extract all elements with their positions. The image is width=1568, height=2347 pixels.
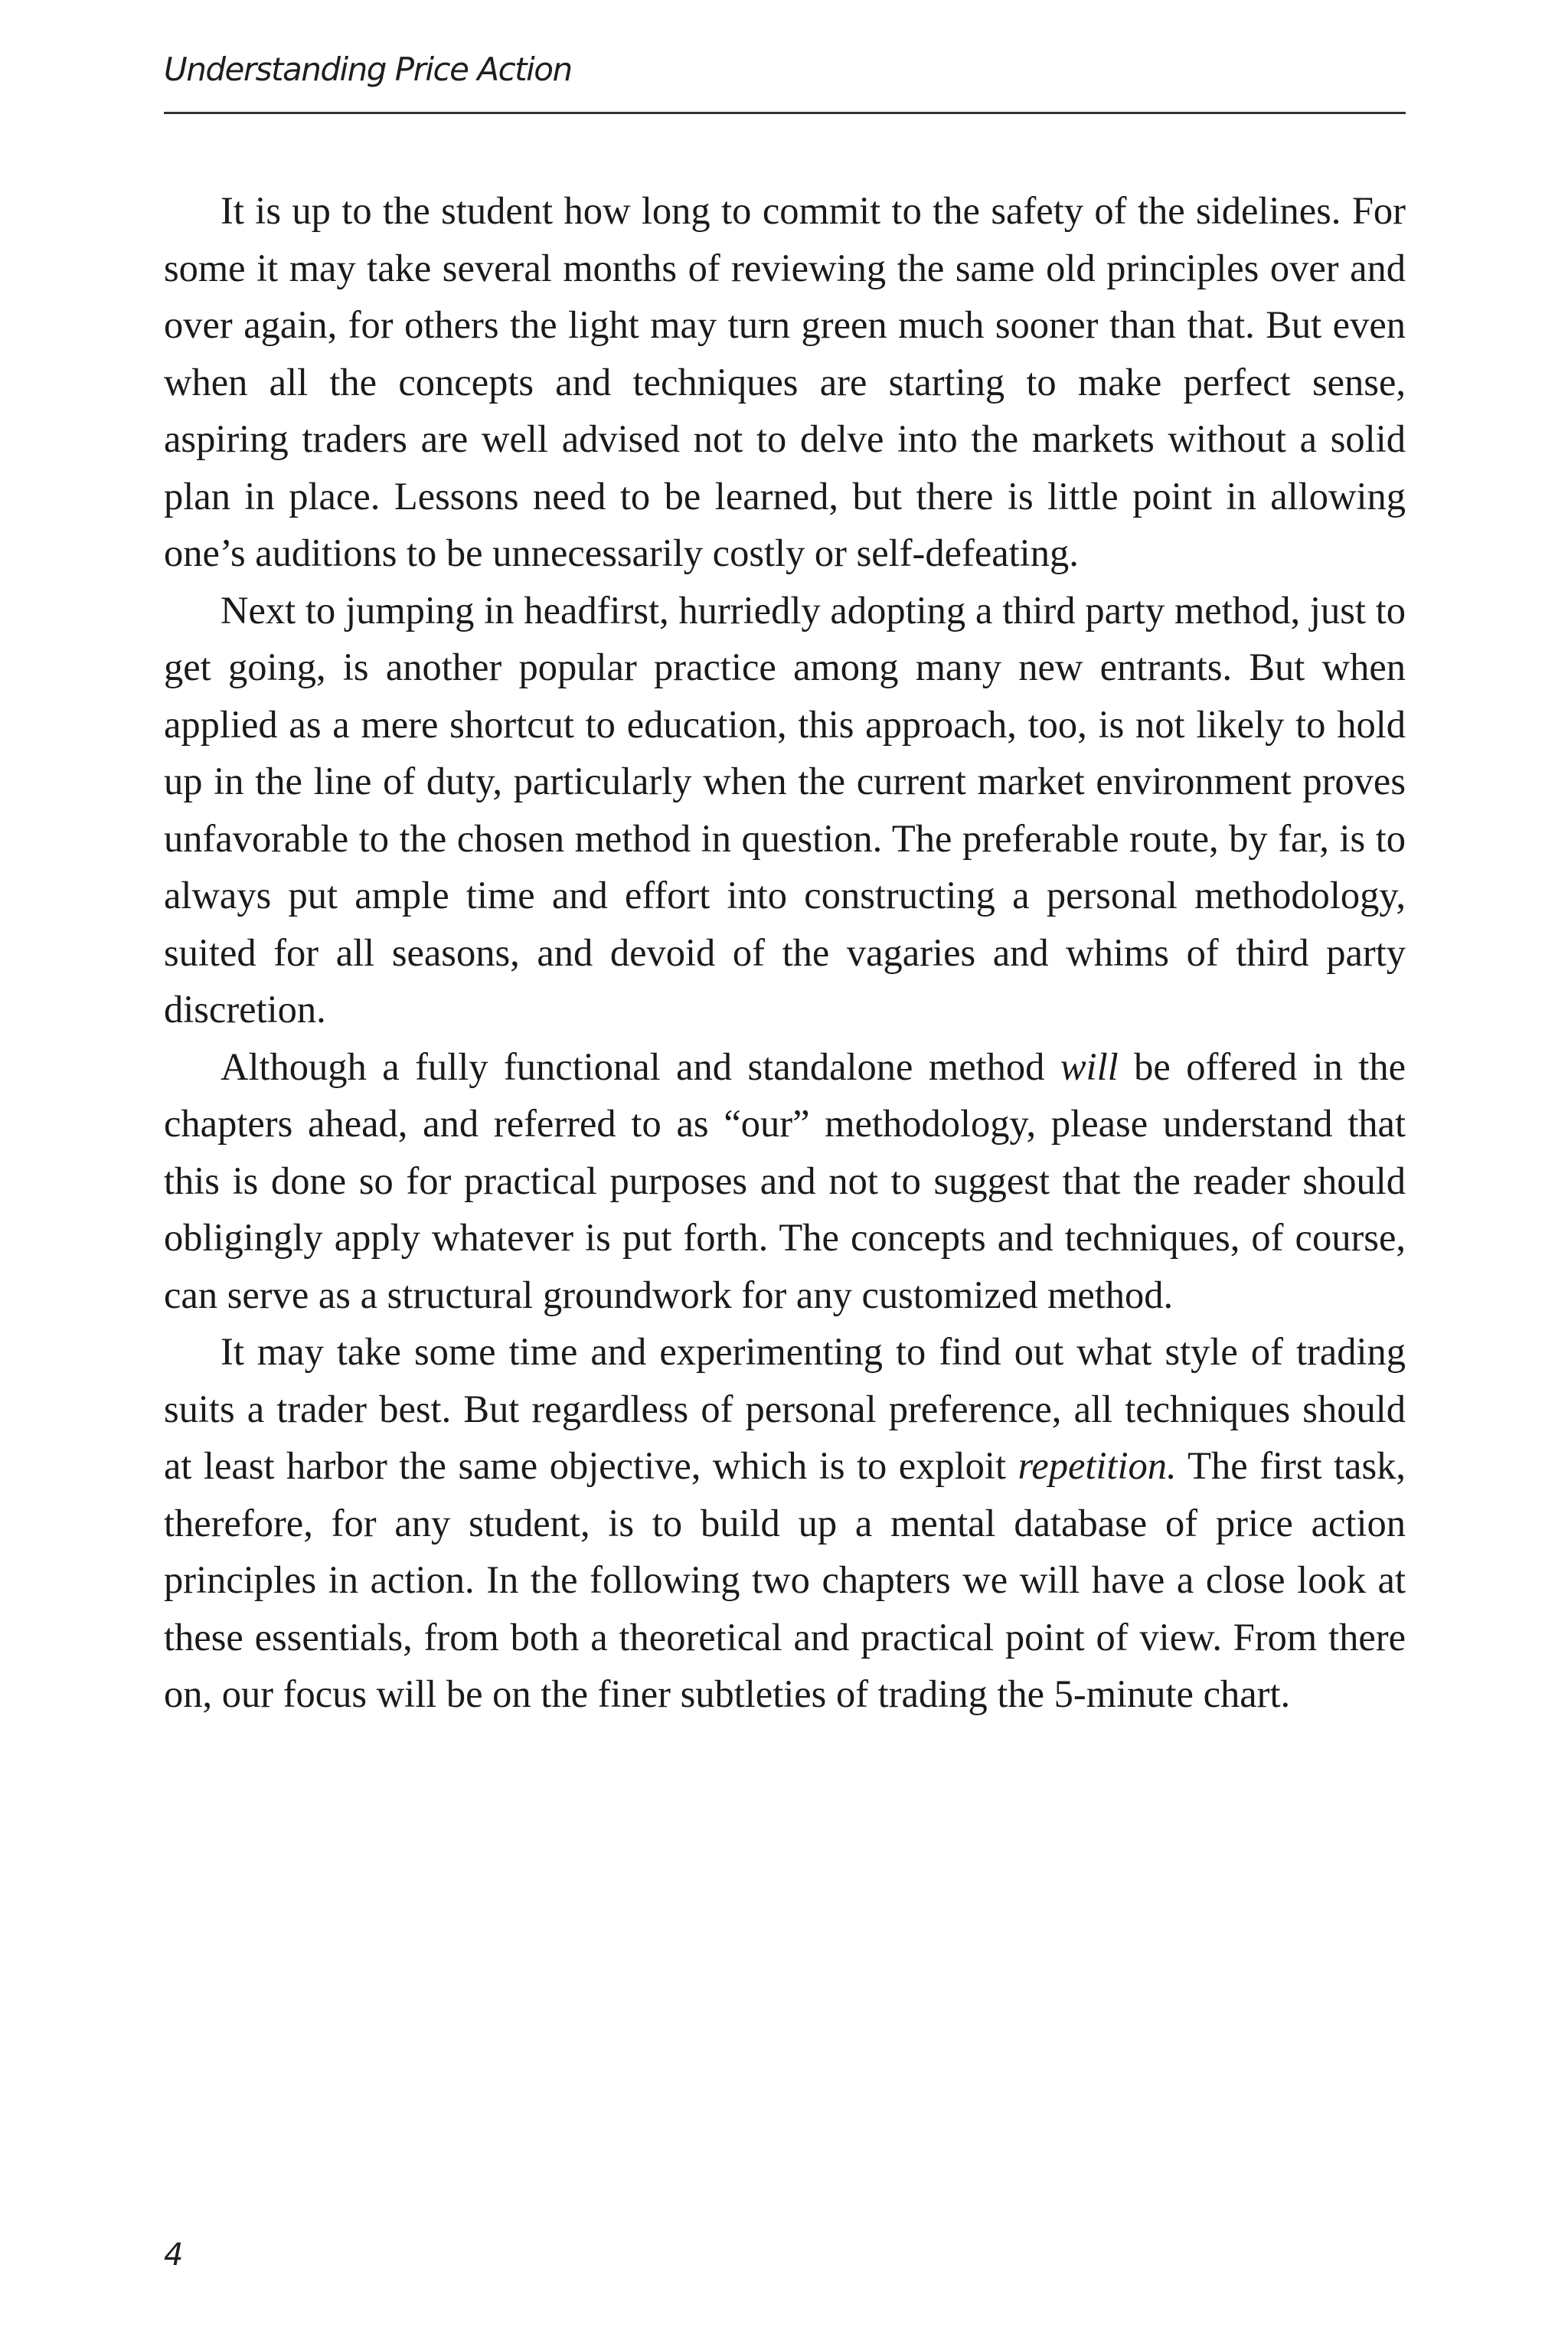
paragraph-4 (164, 1323, 1406, 1723)
paragraph-4-text-after: The first task, therefore, for any student, is to build up a mental database of price action principles in action. In the following two chapters we will have a close look at these essentials, from both a theoretical and practical point of view. From there on, our focus will be on the finer subtleties of trading the 5-minute chart. (164, 1444, 1406, 1715)
paragraph-2: Next to jumping in headfirst, hurriedly adopting a third party method, just to get going, is another popular practice among many new entrants. But when applied as a mere shortcut to education, this approach, too, is not likely to hold up in the line of duty, particularly when the current market environment proves unfavorable to the chosen method in question. The preferable route, by far, is to always put ample time and effort into constructing a personal methodology, suited for all seasons, and devoid of the vagaries and whims of third party discretion. (164, 588, 1406, 1031)
paragraph-1: It is up to the student how long to commit to the safety of the sidelines. For some it may take several months of reviewing the same old principles over and over again, for others the light may turn green much sooner than that. But even when all the concepts and techniques are starting to make perfect sense, aspiring traders are well advised not to delve into the markets without a solid plan in place. Lessons need to be learned, but there is little point in allowing one’s auditions to be unnecessarily costly or self-defeating. (164, 189, 1406, 574)
page-number: 4 (164, 2237, 184, 2273)
paragraph-3 (164, 1038, 1406, 1324)
paragraph-3-emphasis: will (1060, 1044, 1119, 1088)
paragraph-4-text-before: It may take some time and experimenting to find out what style of trading suits a trader best. But regardless of personal preference, all techniques should at least harbor the same objective, which is to exploit (164, 1330, 1406, 1487)
paragraph-4-emphasis: repetition. (1018, 1444, 1177, 1487)
body-text (164, 182, 1406, 1723)
header-rule (164, 112, 1406, 114)
paragraph-3-text-after: be offered in the chapters ahead, and referred to as “our” methodology, please understand that this is done so for practical purposes and not to suggest that the reader should obligingly apply whatever is put forth. The concepts and techniques, of course, can serve as a structural groundwork for any customized method. (164, 1044, 1406, 1316)
running-head-title: Understanding Price Action (164, 51, 572, 88)
paragraph-3-text-before: Although a fully functional and standalone method (220, 1044, 1060, 1088)
